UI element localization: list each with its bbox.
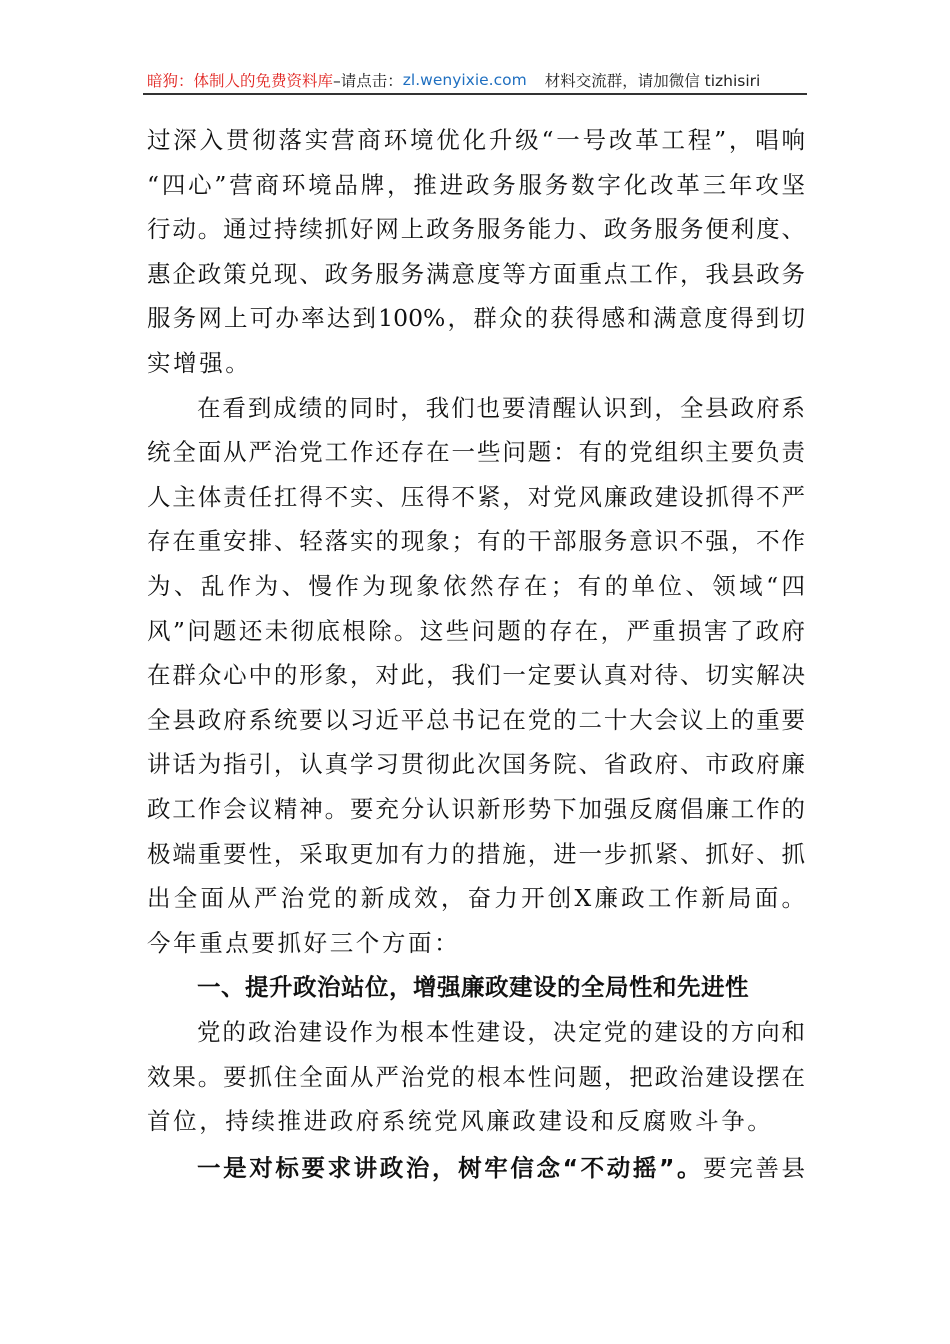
body-line: 统全面从严治党工作还存在一些问题：有的党组织主要负责	[147, 438, 805, 467]
section-heading: 一、提升政治站位，增强廉政建设的全局性和先进性	[197, 973, 749, 1002]
body-line: 惠企政策兑现、政务服务满意度等方面重点工作，我县政务	[147, 259, 805, 288]
body-line: 行动。通过持续抓好网上政务服务能力、政务服务便利度、	[147, 215, 805, 244]
page-header	[147, 68, 805, 92]
body-line: 极端重要性，采取更加有力的措施，进一步抓紧、抓好、抓	[147, 839, 805, 868]
body-line: 出全面从严治党的新成效，奋力开创X廉政工作新局面。	[147, 884, 805, 913]
body-line: 存在重安排、轻落实的现象；有的干部服务意识不强，不作	[147, 527, 805, 556]
bold-lead: 一是对标要求讲政治，树牢信念“不动摇”。	[197, 1154, 704, 1182]
header-site-name: 暗狗：体制人的免费资料库	[147, 72, 334, 90]
body-line: 风”问题还未彻底根除。这些问题的存在，严重损害了政府	[147, 616, 805, 645]
body-line-bold-lead	[197, 1153, 805, 1183]
header-prompt: –请点击：	[333, 72, 403, 90]
body-line: 在群众心中的形象，对此，我们一定要认真对待、切实解决	[147, 661, 805, 690]
body-line: 实增强。	[147, 349, 252, 377]
body-line: 过深入贯彻落实营商环境优化升级“一号改革工程”，唱响	[147, 126, 805, 154]
body-line: 服务网上可办率达到100%，群众的获得感和满意度得到切	[147, 304, 805, 333]
body-line: 党的政治建设作为根本性建设，决定党的建设的方向和	[197, 1018, 805, 1046]
line-rest: 要完善县	[703, 1154, 806, 1182]
header-link[interactable]: zl.wenyixie.com	[402, 71, 527, 89]
body-line: 全县政府系统要以习近平总书记在党的二十大会议上的重要	[147, 705, 805, 734]
body-line: 讲话为指引，认真学习贯彻此次国务院、省政府、市政府廉	[147, 750, 805, 779]
body-line: 今年重点要抓好三个方面：	[147, 928, 461, 957]
body-line: “四心”营商环境品牌，推进政务服务数字化改革三年攻坚	[147, 170, 805, 199]
body-line: 人主体责任扛得不实、压得不紧，对党风廉政建设抓得不严	[147, 482, 805, 511]
body-line: 在看到成绩的同时，我们也要清醒认识到，全县政府系	[197, 393, 805, 422]
header-divider	[143, 93, 807, 95]
header-contact: 材料交流群，请加微信 tizhisiri	[544, 72, 761, 90]
body-line: 效果。要抓住全面从严治党的根本性问题，把政治建设摆在	[147, 1062, 805, 1091]
body-line: 政工作会议精神。要充分认识新形势下加强反腐倡廉工作的	[147, 795, 805, 823]
body-line: 为、乱作为、慢作为现象依然存在；有的单位、领域“四	[147, 572, 805, 600]
body-line: 首位，持续推进政府系统党风廉政建设和反腐败斗争。	[147, 1107, 774, 1136]
